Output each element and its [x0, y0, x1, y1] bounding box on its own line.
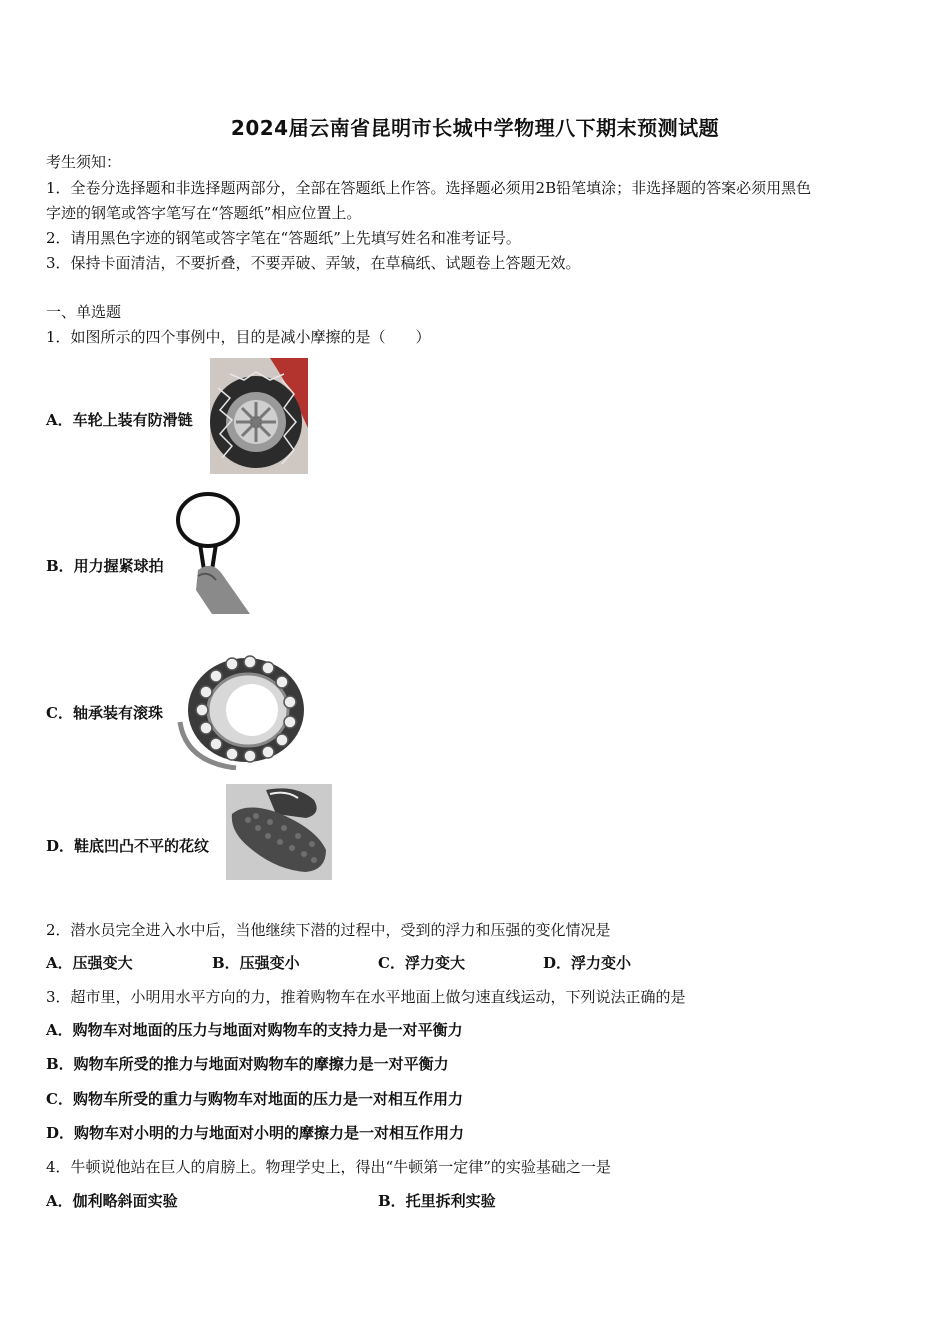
q3-option-b: B．购物车所受的推力与地面对购物车的摩擦力是一对平衡力	[46, 1055, 449, 1073]
q3-stem: 3．超市里，小明用水平方向的力，推着购物车在水平地面上做匀速直线运动，下列说法正确的是	[46, 988, 686, 1006]
notice-item-1-cont: 字迹的钢笔或答字笔写在“答题纸”相应位置上。	[46, 204, 362, 222]
q3-option-c: C．购物车所受的重力与购物车对地面的压力是一对相互作用力	[46, 1090, 463, 1108]
q2-option-b: B．压强变小	[212, 954, 300, 972]
q1-option-a: A．车轮上装有防滑链	[46, 411, 193, 429]
page-title: 2024届云南省昆明市长城中学物理八下期末预测试题	[230, 116, 720, 140]
q4-option-b: B．托里拆利实验	[378, 1192, 496, 1210]
q1-option-c: C．轴承装有滚珠	[46, 704, 163, 722]
tire-chain-photo	[210, 358, 308, 474]
q2-option-a: A．压强变大	[46, 954, 133, 972]
q1-stem: 1．如图所示的四个事例中，目的是减小摩擦的是（ ）	[46, 328, 431, 346]
notice-heading: 考生须知：	[46, 153, 122, 171]
q4-option-a: A．伽利略斜面实验	[46, 1192, 178, 1210]
q1-option-b: B．用力握紧球拍	[46, 557, 164, 575]
racket-grip-photo	[172, 490, 252, 614]
ball-bearing-photo	[176, 652, 306, 770]
notice-item-2: 2．请用黑色字迹的钢笔或答字笔在“答题纸”上先填写姓名和准考证号。	[46, 229, 521, 247]
notice-item-1: 1．全卷分选择题和非选择题两部分，全部在答题纸上作答。选择题必须用2B铅笔填涂；非选择题的答案必须用黑色	[46, 179, 812, 197]
q3-option-a: A．购物车对地面的压力与地面对购物车的支持力是一对平衡力	[46, 1021, 463, 1039]
shoe-sole-photo	[226, 784, 332, 880]
q3-option-d: D．购物车对小明的力与地面对小明的摩擦力是一对相互作用力	[46, 1124, 465, 1142]
q2-stem: 2．潜水员完全进入水中后，当他继续下潜的过程中，受到的浮力和压强的变化情况是	[46, 921, 611, 939]
q2-option-d: D．浮力变小	[543, 954, 632, 972]
notice-item-3: 3．保持卡面清洁，不要折叠，不要弄破、弄皱，在草稿纸、试题卷上答题无效。	[46, 254, 581, 272]
q4-stem: 4．牛顿说他站在巨人的肩膀上。物理学史上，得出“牛顿第一定律”的实验基础之一是	[46, 1158, 611, 1176]
q2-option-c: C．浮力变大	[378, 954, 465, 972]
section-heading: 一、单选题	[46, 303, 122, 321]
q1-option-d: D．鞋底凹凸不平的花纹	[46, 837, 210, 855]
